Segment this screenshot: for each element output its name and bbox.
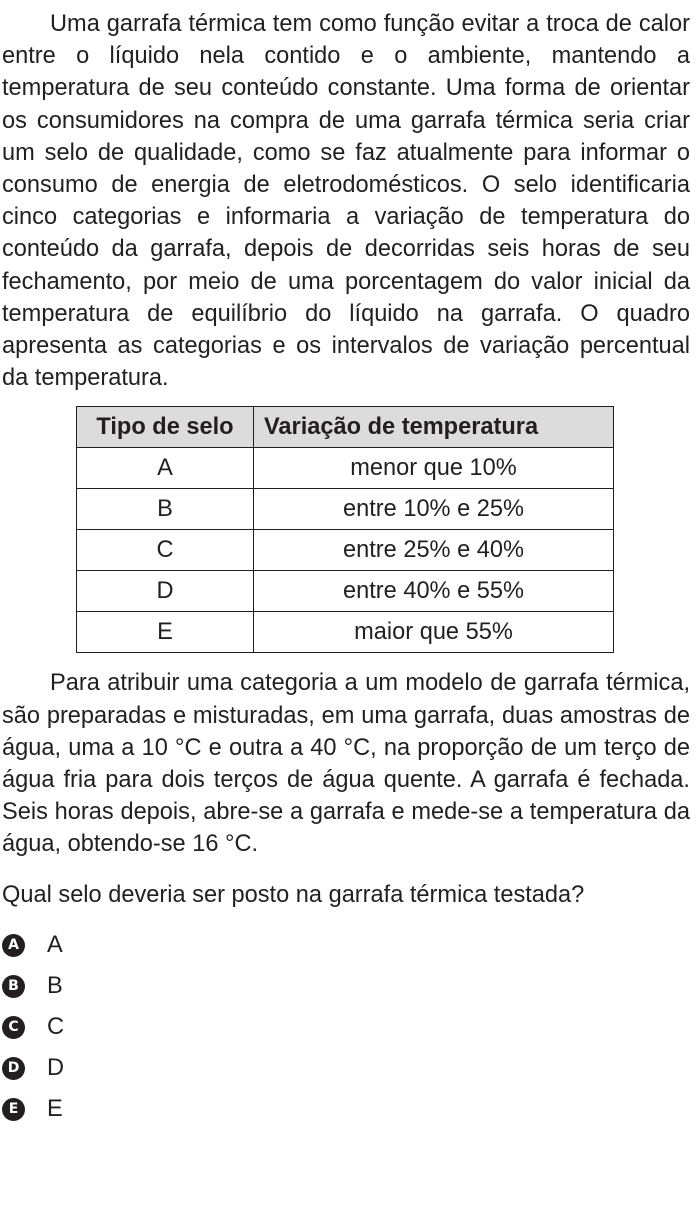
table-row: [77, 530, 614, 571]
seal-cell: B: [77, 489, 254, 530]
option-letter-badge: D: [2, 1057, 25, 1080]
seal-cell: E: [77, 612, 254, 653]
option-text: E: [47, 1095, 63, 1122]
question-page: [2, 8, 690, 1146]
categories-table: [76, 406, 614, 653]
intro-paragraph: Uma garrafa térmica tem como função evitar a troca de calor entre o líquido nela contido e o ambiente, mantendo a temperatura de seu conteúdo constante. Uma forma de orientar os consumidores na compra de uma garrafa térmica seria criar um selo de qualidade, como se faz atualmente para informar o consumo de energia de eletrodomésticos. O selo identificaria cinco categorias e informaria a variação de temperatura do conteúdo da garrafa, depois de decorridas seis horas de seu fechamento, por meio de uma porcentagem do valor inicial da temperatura de equilíbrio do líquido na garrafa. O quadro apresenta as categorias e os intervalos de variação percentual da temperatura.: [2, 11, 690, 392]
header-temperature-variation: Variação de temperatura: [254, 407, 614, 448]
option-letter-badge: C: [2, 1016, 25, 1039]
table-row: [77, 612, 614, 653]
seal-cell: C: [77, 530, 254, 571]
categories-table-wrapper: [76, 406, 690, 653]
option-letter-badge: E: [2, 1098, 25, 1121]
option-text: D: [47, 1054, 65, 1081]
variation-cell: entre 25% e 40%: [254, 530, 614, 571]
seal-cell: A: [77, 448, 254, 489]
variation-cell: maior que 55%: [254, 612, 614, 653]
table-row: [77, 489, 614, 530]
option-c[interactable]: [2, 1007, 690, 1048]
variation-cell: menor que 10%: [254, 448, 614, 489]
option-e[interactable]: [2, 1089, 690, 1130]
table-header-row: [77, 407, 614, 448]
option-letter-badge: A: [2, 934, 25, 957]
answer-options: [2, 925, 690, 1130]
table-row: [77, 448, 614, 489]
procedure-paragraph: Para atribuir uma categoria a um modelo de garrafa térmica, são preparadas e misturadas, em uma garrafa, duas amostras de água, uma a 10 °C e outra a 40 °C, na proporção de um terço de água fria para dois terços de água quente. A garrafa é fechada. Seis horas depois, abre-se a garrafa e mede-se a temperatura da água, obtendo-se 16 °C.: [2, 670, 690, 858]
header-seal-type: Tipo de selo: [77, 407, 254, 448]
option-b[interactable]: [2, 966, 690, 1007]
question-prompt: Qual selo deveria ser posto na garrafa térmica testada?: [2, 881, 585, 908]
variation-cell: entre 10% e 25%: [254, 489, 614, 530]
option-text: A: [47, 931, 63, 958]
variation-cell: entre 40% e 55%: [254, 571, 614, 612]
option-text: B: [47, 972, 63, 999]
seal-cell: D: [77, 571, 254, 612]
option-d[interactable]: [2, 1048, 690, 1089]
table-row: [77, 571, 614, 612]
option-letter-badge: B: [2, 975, 25, 998]
option-text: C: [47, 1013, 65, 1040]
option-a[interactable]: [2, 925, 690, 966]
